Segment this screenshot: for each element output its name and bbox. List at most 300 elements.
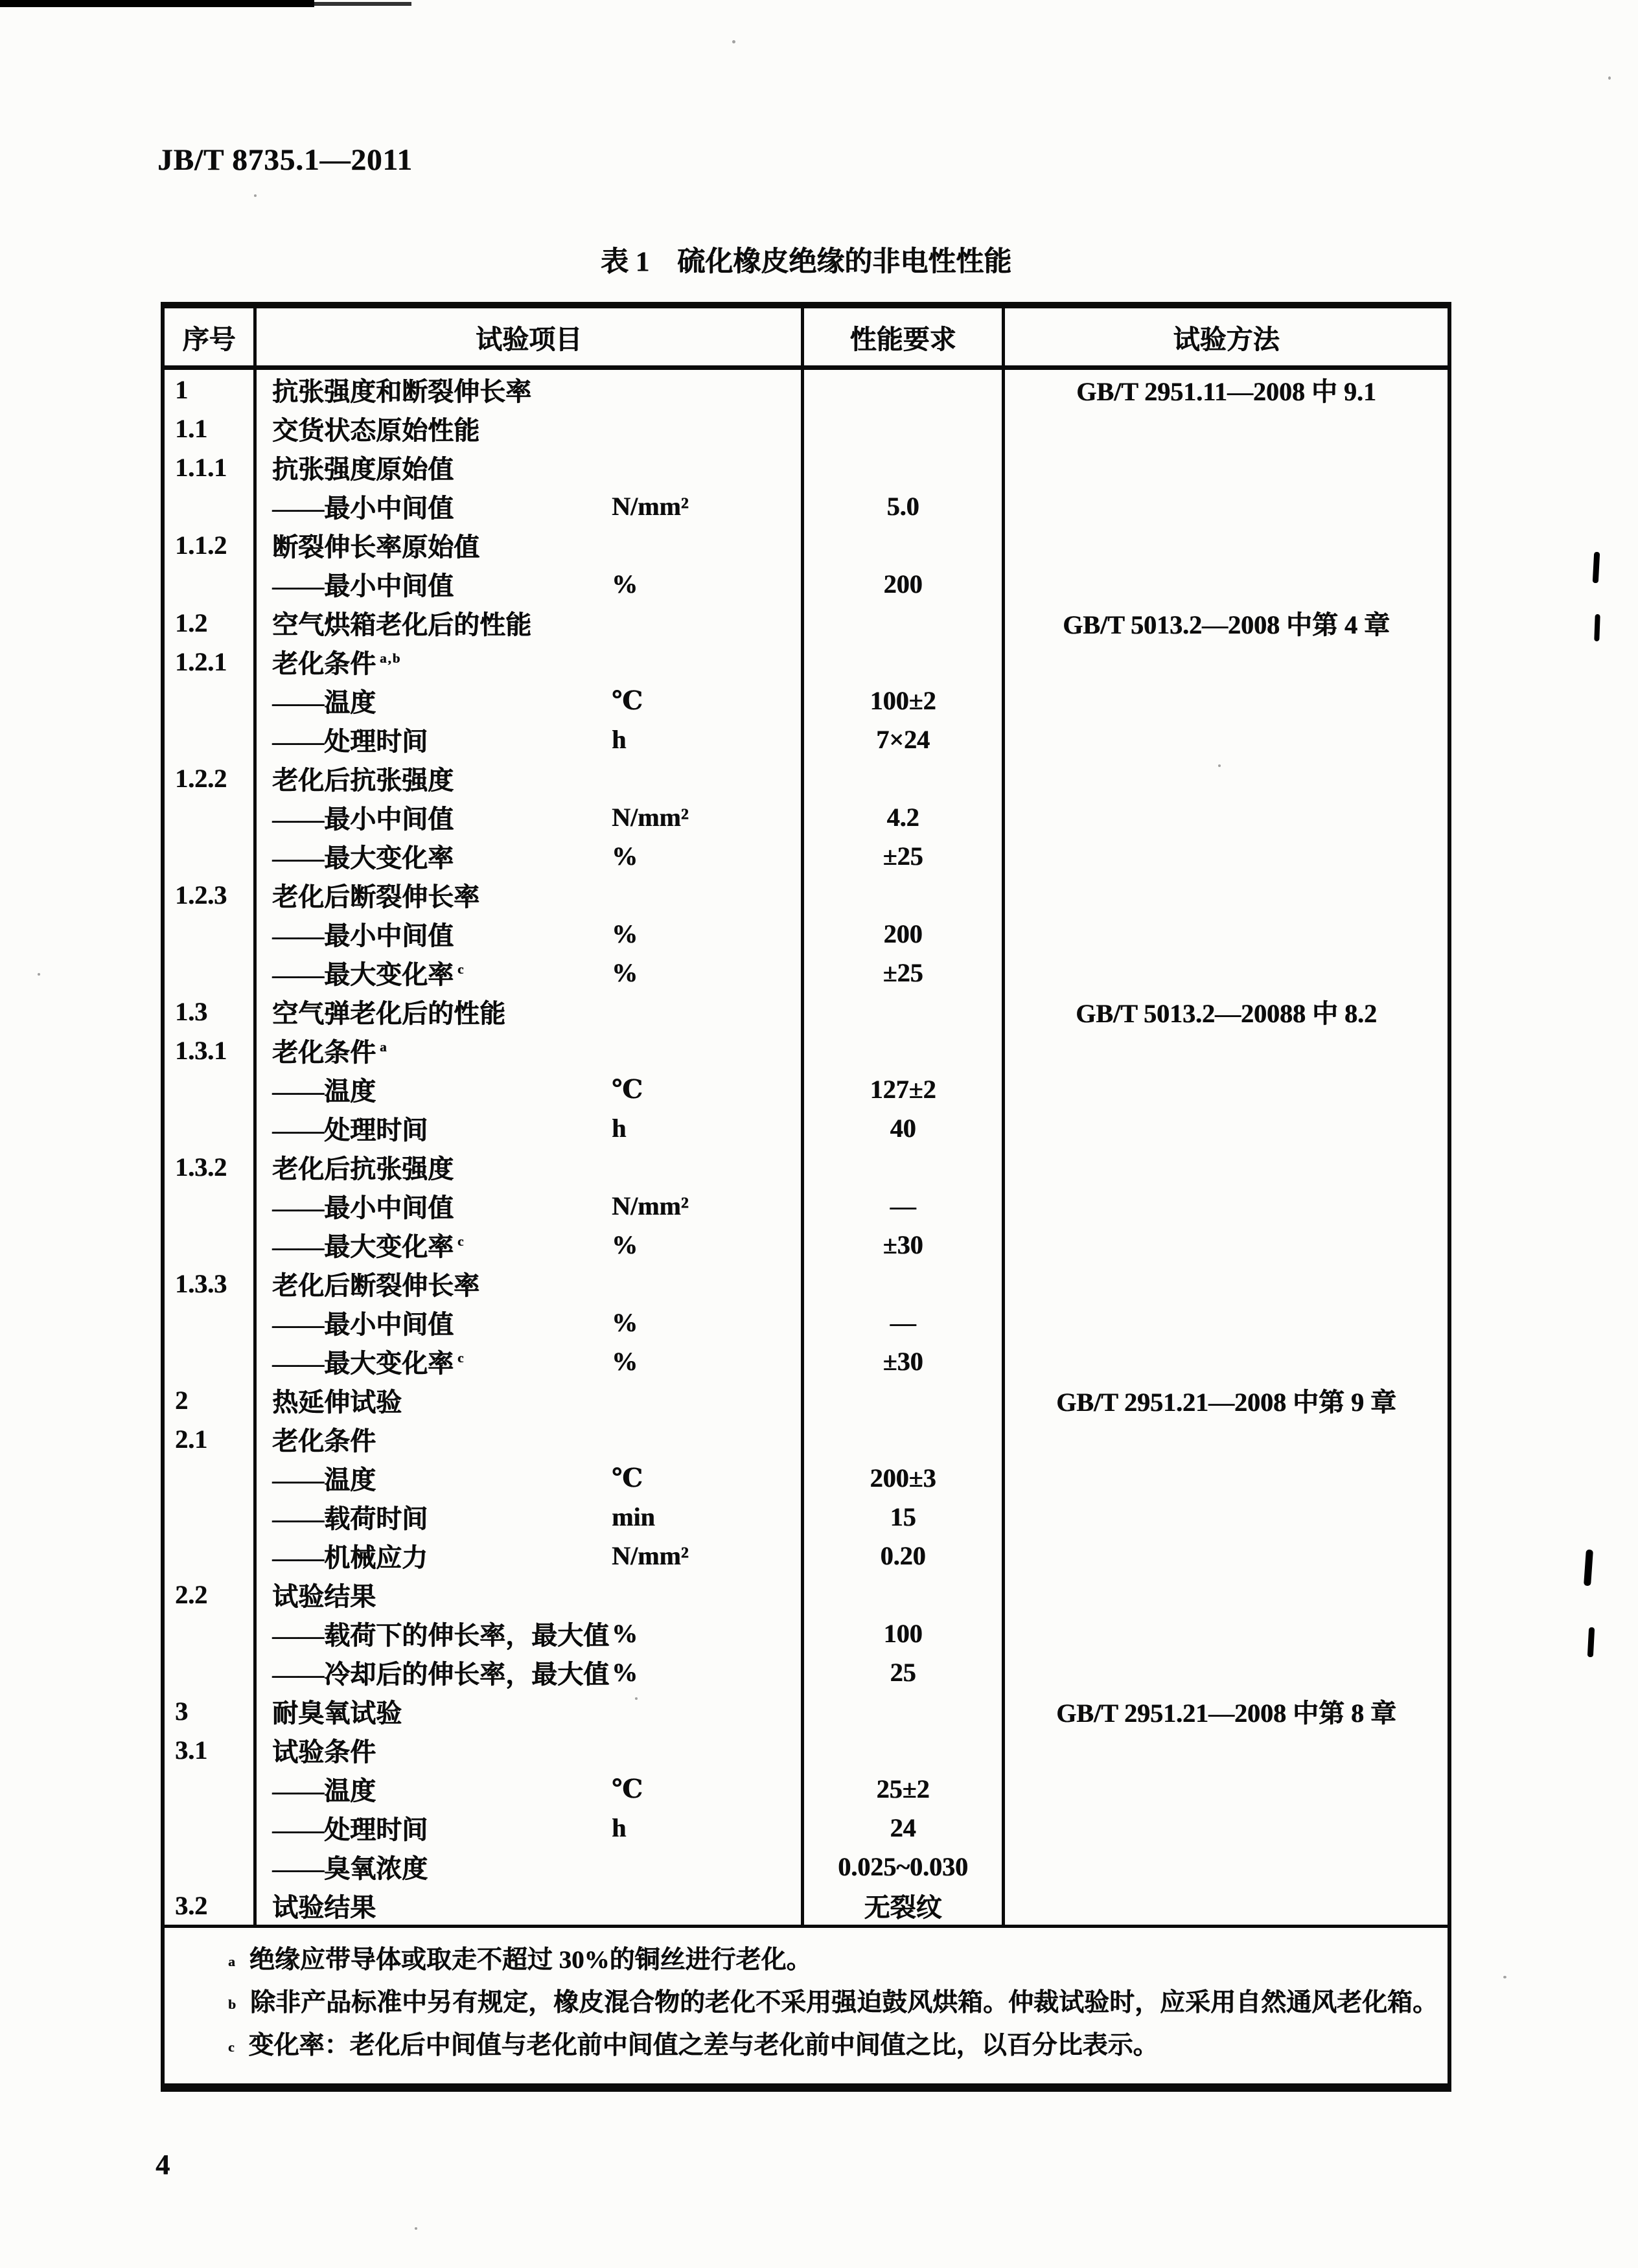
row-test-item: 试验结果 [272,1581,376,1611]
row-test-method [1005,1536,1448,1575]
row-performance-requirement: 0.20 [804,1536,1005,1575]
row-test-item: ——最小中间值 [272,921,454,950]
table-row [165,1847,1448,1886]
row-performance-requirement: 200±3 [804,1458,1005,1497]
row-test-method [1005,1730,1448,1769]
row-unit: % [612,1230,638,1259]
row-serial-number [165,1614,257,1653]
row-test-item: ——温度 [272,687,376,717]
row-serial-number [165,1458,257,1497]
row-test-item: 抗张强度和断裂伸长率 [272,376,531,406]
row-item-superscript: a [380,1040,388,1055]
row-serial-number: 3.1 [165,1730,257,1769]
row-test-method [1005,1070,1448,1108]
row-item-group [257,1730,804,1769]
row-performance-requirement: 24 [804,1808,1005,1847]
table-row [165,1575,1448,1614]
table-row [165,1614,1448,1653]
row-performance-requirement: ±30 [804,1342,1005,1380]
row-test-item: 试验条件 [272,1737,376,1767]
row-item-superscript: c [457,1351,465,1366]
row-test-item: 空气烘箱老化后的性能 [272,610,531,639]
row-serial-number: 1.3.2 [165,1147,257,1186]
row-unit: % [612,841,638,871]
row-performance-requirement: — [804,1303,1005,1342]
row-unit [612,409,801,448]
row-serial-number: 1.1 [165,409,257,448]
row-performance-requirement [804,992,1005,1031]
table-row [165,525,1448,564]
row-performance-requirement [804,1575,1005,1614]
row-test-method [1005,759,1448,797]
row-test-method: GB/T 5013.2—2008 中第 4 章 [1063,610,1390,639]
row-item-group [257,564,804,603]
scan-speck [415,2227,417,2230]
row-test-method [1005,1108,1448,1147]
row-unit [612,525,801,564]
row-test-method [1005,1769,1448,1808]
scan-speck [732,40,735,43]
row-item-group [257,1380,804,1419]
row-unit: ℃ [612,685,643,715]
row-test-method [1005,1186,1448,1225]
row-test-method: GB/T 2951.21—2008 中第 8 章 [1056,1698,1396,1728]
row-test-method [1005,1147,1448,1186]
row-serial-number: 3.2 [165,1886,257,1925]
row-unit [612,1264,801,1303]
header-test-item: 试验项目 [257,308,804,365]
row-performance-requirement [804,1031,1005,1070]
footnote [165,1982,1448,2025]
row-performance-requirement: 5.0 [804,487,1005,525]
row-item-group [257,1147,804,1186]
row-unit [612,1847,801,1886]
row-serial-number [165,564,257,603]
table-row [165,1458,1448,1497]
row-test-item: ——温度 [272,1776,376,1805]
row-item-group [257,1575,804,1614]
row-item-group [257,1108,804,1147]
row-serial-number: 1.2.1 [165,642,257,681]
table-row [165,1342,1448,1380]
row-item-group [257,1264,804,1303]
row-unit: h [612,1113,627,1143]
row-test-item: ——温度 [272,1076,376,1106]
row-performance-requirement: ±30 [804,1225,1005,1264]
row-unit: h [612,1813,627,1842]
row-unit: h [612,724,627,754]
row-item-group [257,1070,804,1108]
page-number: 4 [156,2149,170,2181]
row-test-item: ——最大变化率 c [272,959,465,989]
row-test-method [1005,1575,1448,1614]
row-item-group [257,1031,804,1070]
table-row [165,564,1448,603]
table-row [165,370,1448,409]
table-row [165,487,1448,525]
table-row [165,720,1448,759]
row-test-item: ——最小中间值 [272,804,454,834]
row-serial-number [165,1847,257,1886]
table-row [165,759,1448,797]
row-unit: ℃ [612,1463,643,1493]
row-test-item: 老化条件 a,b [272,648,402,678]
row-serial-number: 2.1 [165,1419,257,1458]
row-performance-requirement: 25 [804,1653,1005,1691]
row-serial-number: 1.1.2 [165,525,257,564]
row-test-item: ——机械应力 [272,1542,428,1572]
row-performance-requirement: 7×24 [804,720,1005,759]
row-test-item: ——最大变化率 c [272,1348,465,1378]
row-test-method [1005,1653,1448,1691]
row-item-superscript: a,b [380,651,402,666]
row-item-group [257,1886,804,1925]
row-performance-requirement: 100 [804,1614,1005,1653]
row-serial-number [165,1769,257,1808]
row-item-group [257,797,804,836]
row-serial-number: 1.3.1 [165,1031,257,1070]
row-serial-number: 1.1.1 [165,448,257,487]
row-serial-number [165,681,257,720]
row-performance-requirement [804,1264,1005,1303]
row-test-method [1005,1419,1448,1458]
row-test-method [1005,564,1448,603]
row-test-method [1005,448,1448,487]
row-test-item: 老化后断裂伸长率 [272,882,479,911]
row-serial-number [165,1536,257,1575]
row-serial-number [165,1108,257,1147]
row-performance-requirement: 25±2 [804,1769,1005,1808]
row-item-group [257,953,804,992]
table-row [165,1497,1448,1536]
row-serial-number: 1.2.3 [165,875,257,914]
row-test-method [1005,875,1448,914]
table-row [165,953,1448,992]
row-unit: % [612,1307,638,1337]
row-performance-requirement: 127±2 [804,1070,1005,1108]
row-test-method [1005,1614,1448,1653]
row-performance-requirement: 40 [804,1108,1005,1147]
row-item-group [257,1653,804,1691]
row-item-superscript: c [457,1234,465,1249]
row-performance-requirement: — [804,1186,1005,1225]
row-item-group [257,1186,804,1225]
row-test-method [1005,953,1448,992]
row-serial-number [165,953,257,992]
table-row [165,875,1448,914]
row-test-item: 断裂伸长率原始值 [272,532,479,562]
row-test-method [1005,1342,1448,1380]
row-performance-requirement [804,1691,1005,1730]
row-unit: % [612,1618,638,1648]
row-serial-number [165,1342,257,1380]
row-unit [612,1419,801,1458]
row-performance-requirement [804,409,1005,448]
row-performance-requirement [804,1419,1005,1458]
scan-speck [38,973,40,976]
row-item-group [257,875,804,914]
row-unit: N/mm² [612,491,689,521]
row-item-group [257,1614,804,1653]
row-item-superscript: c [457,962,465,977]
row-item-group [257,1225,804,1264]
footnote-marker: b [228,1997,236,2012]
row-performance-requirement: 15 [804,1497,1005,1536]
row-test-method [1005,720,1448,759]
row-performance-requirement: 无裂纹 [804,1886,1005,1925]
row-serial-number: 1.3 [165,992,257,1031]
table-row [165,914,1448,953]
row-test-method [1005,1031,1448,1070]
table-row [165,992,1448,1031]
row-unit [612,1575,801,1614]
table-row [165,1419,1448,1458]
row-serial-number [165,836,257,875]
table-row [165,681,1448,720]
scan-mark [1584,1550,1593,1586]
row-test-item: ——臭氧浓度 [272,1853,428,1883]
scan-edge-bar [0,0,314,7]
row-item-group [257,720,804,759]
row-unit [612,448,801,487]
footnote-marker: a [228,1954,235,1969]
row-test-method [1005,1303,1448,1342]
scan-mark [1594,614,1600,641]
scan-edge-bar [314,2,411,6]
row-item-group [257,1303,804,1342]
row-test-item: 热延伸试验 [272,1387,402,1417]
row-unit [612,1886,801,1925]
scan-speck [254,194,257,197]
table-row [165,1186,1448,1225]
row-item-group [257,409,804,448]
row-test-item: ——处理时间 [272,726,428,756]
footnote-text: 绝缘应带导体或取走不超过 30%的铜丝进行老化。 [249,1946,812,1974]
row-item-group [257,681,804,720]
row-test-item: 老化后抗张强度 [272,765,454,795]
row-item-group [257,992,804,1031]
table-header-row [165,308,1448,370]
row-test-item: 交货状态原始性能 [272,415,479,445]
header-performance-requirement: 性能要求 [804,308,1005,365]
footnote [165,1940,1448,1982]
row-test-method [1005,487,1448,525]
row-test-method: GB/T 5013.2—20088 中 8.2 [1076,998,1377,1028]
row-serial-number [165,1808,257,1847]
footnote-marker: c [228,2039,235,2055]
row-item-group [257,1342,804,1380]
row-serial-number: 2 [165,1380,257,1419]
row-unit [612,1380,801,1419]
table-row [165,1691,1448,1730]
row-test-item: ——最小中间值 [272,1309,454,1339]
table-row [165,836,1448,875]
row-performance-requirement [804,875,1005,914]
row-item-group [257,914,804,953]
table-row [165,1536,1448,1575]
row-unit [612,603,801,642]
row-test-item: ——处理时间 [272,1115,428,1145]
row-serial-number [165,1497,257,1536]
row-performance-requirement: 100±2 [804,681,1005,720]
row-performance-requirement [804,448,1005,487]
row-performance-requirement [804,1147,1005,1186]
row-item-group [257,759,804,797]
table-title: 表 1 硫化橡皮绝缘的非电性性能 [600,247,1012,277]
table-row [165,1380,1448,1419]
row-serial-number [165,914,257,953]
row-item-group [257,487,804,525]
row-test-method [1005,409,1448,448]
footnote [165,2025,1448,2068]
table-row [165,1225,1448,1264]
table-row [165,642,1448,681]
table-row [165,1147,1448,1186]
row-serial-number [165,1225,257,1264]
row-test-method [1005,681,1448,720]
row-test-item: 老化后断裂伸长率 [272,1270,479,1300]
row-item-group [257,1419,804,1458]
row-test-method [1005,642,1448,681]
scan-mark [1587,1627,1595,1657]
row-serial-number [165,487,257,525]
row-unit: N/mm² [612,1541,689,1570]
row-item-group [257,1497,804,1536]
row-serial-number: 1.2 [165,603,257,642]
row-performance-requirement [804,525,1005,564]
row-test-method [1005,914,1448,953]
row-serial-number: 3 [165,1691,257,1730]
row-test-item: 试验结果 [272,1892,376,1922]
row-item-group [257,836,804,875]
row-serial-number: 1.2.2 [165,759,257,797]
row-serial-number [165,1303,257,1342]
row-test-item: ——最大变化率 c [272,1231,465,1261]
row-unit [612,370,801,409]
row-unit [612,1691,801,1730]
row-serial-number [165,1186,257,1225]
row-item-group [257,448,804,487]
header-serial-number: 序号 [165,308,257,365]
row-test-item: ——最小中间值 [272,571,454,601]
row-unit [612,1730,801,1769]
row-test-item: 老化后抗张强度 [272,1154,454,1184]
row-test-method [1005,1225,1448,1264]
row-unit [612,1147,801,1186]
row-test-method [1005,1264,1448,1303]
row-test-item: 空气弹老化后的性能 [272,998,505,1028]
row-test-item: ——最小中间值 [272,493,454,523]
row-serial-number: 2.2 [165,1575,257,1614]
scan-mark [1593,552,1600,583]
row-unit [612,1031,801,1070]
row-test-item: 老化条件 a [272,1037,388,1067]
table-row [165,1886,1448,1925]
table-row [165,448,1448,487]
row-test-method [1005,525,1448,564]
table-row [165,1303,1448,1342]
row-test-item: ——温度 [272,1465,376,1495]
row-test-method [1005,836,1448,875]
row-test-item: 抗张强度原始值 [272,454,454,484]
scan-speck [1503,1976,1506,1978]
footnote-text: 除非产品标准中另有规定，橡皮混合物的老化不采用强迫鼓风烘箱。仲裁试验时，应采用自然通风老化箱。 [249,1989,1438,2017]
row-performance-requirement: 200 [804,914,1005,953]
row-performance-requirement: ±25 [804,836,1005,875]
row-performance-requirement: 0.025~0.030 [804,1847,1005,1886]
row-performance-requirement [804,1730,1005,1769]
row-performance-requirement [804,1380,1005,1419]
row-unit [612,992,801,1031]
row-item-group [257,1808,804,1847]
row-unit: N/mm² [612,1191,689,1220]
table-row [165,1730,1448,1769]
table-row [165,603,1448,642]
row-test-method [1005,797,1448,836]
row-item-group [257,1691,804,1730]
row-performance-requirement: ±25 [804,953,1005,992]
row-serial-number [165,720,257,759]
table-row [165,1070,1448,1108]
doc-number: JB/T 8735.1—2011 [157,143,413,177]
row-item-group [257,370,804,409]
row-unit: % [612,569,638,599]
row-performance-requirement [804,603,1005,642]
row-performance-requirement [804,642,1005,681]
row-performance-requirement: 4.2 [804,797,1005,836]
row-item-group [257,1536,804,1575]
footnote-text: 变化率：老化后中间值与老化前中间值之差与老化前中间值之比，以百分比表示。 [248,2032,1159,2059]
row-unit: % [612,1346,638,1376]
row-performance-requirement [804,759,1005,797]
row-test-method [1005,1808,1448,1847]
table-footnotes [165,1925,1448,2083]
table-body [165,370,1448,1925]
properties-table [161,302,1451,2092]
row-test-item: ——处理时间 [272,1815,428,1844]
row-serial-number [165,1653,257,1691]
row-unit: ℃ [612,1774,643,1804]
row-item-group [257,642,804,681]
row-test-item: 老化条件 [272,1426,376,1456]
row-unit: min [612,1502,655,1531]
table-row [165,1108,1448,1147]
row-unit [612,875,801,914]
row-test-method: GB/T 2951.11—2008 中 9.1 [1076,376,1376,406]
row-test-item: ——载荷下的伸长率，最大值 [272,1620,609,1650]
row-unit [612,642,801,681]
row-item-group [257,525,804,564]
row-item-group [257,603,804,642]
row-test-item: ——载荷时间 [272,1504,428,1533]
row-test-item: ——冷却后的伸长率，最大值 [272,1659,609,1689]
row-test-item: ——最小中间值 [272,1193,454,1222]
row-performance-requirement [804,370,1005,409]
table-row [165,1808,1448,1847]
row-serial-number: 1 [165,370,257,409]
row-unit: % [612,957,638,987]
row-unit: % [612,1657,638,1687]
table-row [165,1653,1448,1691]
row-test-method [1005,1847,1448,1886]
row-unit: ℃ [612,1074,643,1104]
scan-speck [1608,76,1611,80]
row-test-method [1005,1886,1448,1925]
row-unit: % [612,919,638,948]
row-test-method [1005,1497,1448,1536]
row-serial-number [165,797,257,836]
header-test-method: 试验方法 [1173,324,1280,354]
